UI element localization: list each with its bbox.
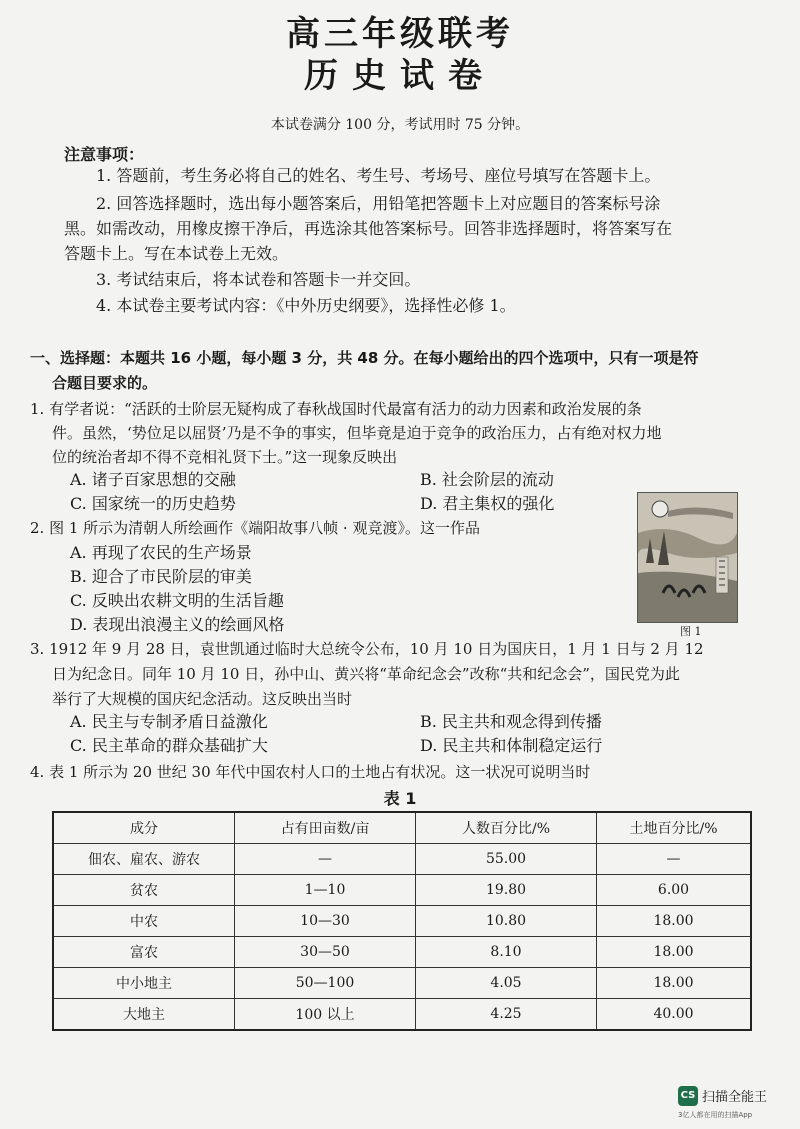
section-heading-cont: 合题目要求的。 bbox=[52, 374, 158, 392]
column-header: 人数百分比/% bbox=[416, 812, 597, 844]
table-row bbox=[53, 844, 751, 875]
notice-heading: 注意事项： bbox=[64, 145, 145, 164]
table-cell: 贫农 bbox=[53, 875, 235, 906]
table-cell: — bbox=[235, 844, 416, 875]
table-cell: 8.10 bbox=[416, 937, 597, 968]
table-cell: 19.80 bbox=[416, 875, 597, 906]
table-cell: 4.25 bbox=[416, 999, 597, 1031]
option-c: C. 国家统一的历史趋势 bbox=[70, 494, 236, 513]
table-cell: 18.00 bbox=[597, 937, 752, 968]
table-row bbox=[53, 999, 751, 1031]
option-a: A. 再现了农民的生产场景 bbox=[70, 543, 252, 562]
option-b: B. 民主共和观念得到传播 bbox=[420, 712, 602, 731]
table-cell: 大地主 bbox=[53, 999, 235, 1031]
scanner-logo-icon: CS bbox=[678, 1086, 698, 1106]
question-text: 日为纪念日。同年 10 月 10 日，孙中山、黄兴将“革命纪念会”改称“共和纪念会”，国民党为此 bbox=[52, 665, 680, 683]
table-row bbox=[53, 968, 751, 999]
section-heading: 一、选择题：本题共 16 小题，每小题 3 分，共 48 分。在每小题给出的四个选项中，只有一项是符 bbox=[30, 349, 699, 367]
table-cell: 1—10 bbox=[235, 875, 416, 906]
question-text: 1. 有学者说：“活跃的士阶层无疑构成了春秋战国时代最富有活力的动力因素和政治发展的条 bbox=[30, 400, 642, 418]
notice-line: 1. 答题前，考生务必将自己的姓名、考生号、考场号、座位号填写在答题卡上。 bbox=[96, 166, 661, 185]
table-cell: 100 以上 bbox=[235, 999, 416, 1031]
question-text: 位的统治者却不得不竞相礼贤下士。”这一现象反映出 bbox=[52, 448, 398, 466]
option-d: D. 民主共和体制稳定运行 bbox=[420, 736, 603, 755]
table-cell: 6.00 bbox=[597, 875, 752, 906]
notice-line: 2. 回答选择题时，选出每小题答案后，用铅笔把答题卡上对应题目的答案标号涂 bbox=[96, 194, 661, 213]
figure-caption: 图 1 bbox=[680, 625, 702, 638]
column-header: 占有田亩数/亩 bbox=[235, 812, 416, 844]
question-text: 2. 图 1 所示为清朝人所绘画作《端阳故事八帧 · 观竞渡》。这一作品 bbox=[30, 519, 480, 537]
table-caption: 表 1 bbox=[383, 789, 417, 808]
table-row bbox=[53, 906, 751, 937]
scanner-app-name: 扫描全能王 bbox=[702, 1090, 768, 1105]
table-cell: 4.05 bbox=[416, 968, 597, 999]
table-cell: 18.00 bbox=[597, 968, 752, 999]
question-text: 件。虽然，‘势位足以屈贤’乃是不争的事实，但毕竟是迫于竞争的政治压力，占有绝对权力地 bbox=[52, 424, 662, 442]
notice-line: 答题卡上。写在本试卷上无效。 bbox=[64, 244, 289, 263]
table-cell: 40.00 bbox=[597, 999, 752, 1031]
notice-line: 3. 考试结束后，将本试卷和答题卡一并交回。 bbox=[96, 270, 421, 289]
table-cell: 中小地主 bbox=[53, 968, 235, 999]
option-c: C. 反映出农耕文明的生活旨趣 bbox=[70, 591, 284, 610]
table-cell: — bbox=[597, 844, 752, 875]
table-cell: 佃农、雇农、游农 bbox=[53, 844, 235, 875]
table-row bbox=[53, 937, 751, 968]
notice-line: 黑。如需改动，用橡皮擦干净后，再选涂其他答案标号。回答非选择题时，将答案写在 bbox=[64, 219, 673, 238]
exam-info: 本试卷满分 100 分，考试用时 75 分钟。 bbox=[270, 117, 530, 133]
painting-figure bbox=[637, 492, 738, 623]
table-cell: 10—30 bbox=[235, 906, 416, 937]
question-text: 4. 表 1 所示为 20 世纪 30 年代中国农村人口的土地占有状况。这一状况可说明当时 bbox=[30, 763, 591, 781]
option-d: D. 表现出浪漫主义的绘画风格 bbox=[70, 615, 285, 634]
table-header-row bbox=[53, 812, 751, 844]
scanner-tagline: 3亿人都在用的扫描App bbox=[678, 1111, 753, 1119]
land-table bbox=[52, 811, 752, 1031]
painting-image bbox=[638, 493, 737, 622]
table-cell: 富农 bbox=[53, 937, 235, 968]
question-text: 3. 1912 年 9 月 28 日，袁世凯通过临时大总统令公布，10 月 10 日为国庆日，1 月 1 日与 2 月 12 bbox=[30, 640, 704, 658]
option-b: B. 社会阶层的流动 bbox=[420, 470, 554, 489]
table-cell: 中农 bbox=[53, 906, 235, 937]
table-cell: 30—50 bbox=[235, 937, 416, 968]
option-a: A. 诸子百家思想的交融 bbox=[70, 470, 236, 489]
exam-title: 高三年级联考 bbox=[286, 14, 514, 54]
table-cell: 55.00 bbox=[416, 844, 597, 875]
question-text: 举行了大规模的国庆纪念活动。这反映出当时 bbox=[52, 690, 353, 708]
option-d: D. 君主集权的强化 bbox=[420, 494, 555, 513]
column-header: 土地百分比/% bbox=[597, 812, 752, 844]
table-row bbox=[53, 875, 751, 906]
column-header: 成分 bbox=[53, 812, 235, 844]
option-c: C. 民主革命的群众基础扩大 bbox=[70, 736, 268, 755]
table-cell: 50—100 bbox=[235, 968, 416, 999]
subject-title: 历史试卷 bbox=[304, 56, 496, 96]
notice-line: 4. 本试卷主要考试内容：《中外历史纲要》，选择性必修 1。 bbox=[96, 296, 516, 315]
option-a: A. 民主与专制矛盾日益激化 bbox=[70, 712, 268, 731]
table-cell: 18.00 bbox=[597, 906, 752, 937]
table-cell: 10.80 bbox=[416, 906, 597, 937]
option-b: B. 迎合了市民阶层的审美 bbox=[70, 567, 252, 586]
